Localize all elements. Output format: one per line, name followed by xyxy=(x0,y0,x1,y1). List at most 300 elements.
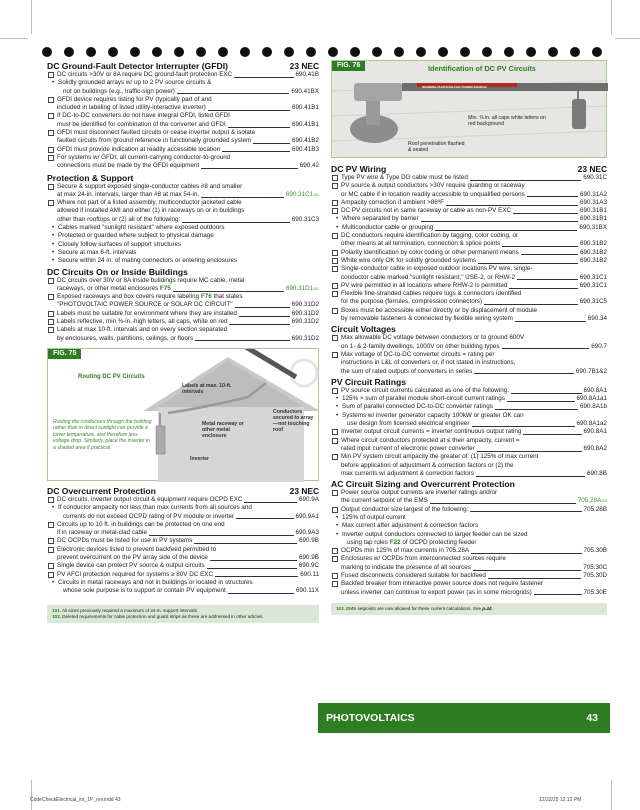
item-text: the current setpoint of the EMS xyxy=(341,497,428,505)
checkbox[interactable] xyxy=(48,547,54,553)
binder-dot xyxy=(262,47,272,57)
checklist-item xyxy=(331,555,607,572)
nec-reference: 690.31B1 xyxy=(580,215,607,223)
item-text: • 125% × sum of parallel module short-circuit current ratings xyxy=(342,395,505,403)
item-text: instructions in L&L of converters or, if not stated in instructions, xyxy=(341,359,516,367)
item-text: unless inverter can continue to export power (as in some microgrids) xyxy=(341,588,532,596)
ratings-list xyxy=(331,387,607,478)
checklist-item xyxy=(47,537,319,545)
item-text: by enclosures, walls, partitions, ceilings, or floors xyxy=(57,334,194,342)
binder-dot xyxy=(108,47,118,57)
checkbox[interactable] xyxy=(332,258,338,264)
checklist-item xyxy=(47,71,319,79)
checklist-item xyxy=(47,310,319,318)
binder-dot-row xyxy=(42,47,602,59)
item-text: max currents w/ adjustment & correction factors xyxy=(341,469,474,477)
nec-reference: 690.41B xyxy=(295,71,319,78)
item-text: or MC cable if in location readily accessible to unqualified persons xyxy=(341,190,525,198)
footnote-number: 101. xyxy=(52,608,61,614)
nec-reference: 690.31D2 xyxy=(291,318,319,326)
callout-raceway: Metal raceway or other metal enclosure xyxy=(202,420,244,439)
nec-reference: 705.30E xyxy=(583,588,607,596)
checklist-item xyxy=(47,318,319,326)
checkbox[interactable] xyxy=(48,327,54,333)
item-text: the sum of rated outputs of converters in series xyxy=(341,367,473,375)
nec-reference: 690.31D2 xyxy=(291,301,319,309)
section-heading-gfdi xyxy=(47,61,319,71)
item-text: Boxes must be accessible either directly or by displacement of module xyxy=(341,306,537,314)
crop-mark xyxy=(0,38,28,39)
nec-reference: 705.28B xyxy=(583,505,607,513)
nec-reference: 690.31B1 xyxy=(580,207,607,215)
checklist-item xyxy=(47,146,319,154)
checkbox[interactable] xyxy=(332,438,338,444)
item-text: use design from licensed electrical engineer xyxy=(347,420,470,428)
bullet-item xyxy=(331,403,607,411)
item-text: on 1- & 2-family dwellings, 1000V on other building types xyxy=(341,342,500,350)
wiring-list xyxy=(331,174,607,323)
nec-reference: 690.31A3 xyxy=(580,198,607,206)
footnote-number: 103. xyxy=(336,605,345,611)
nec-reference: 690.31D2 xyxy=(291,334,319,342)
figure-link-f22[interactable]: F22 xyxy=(389,538,401,546)
nec-reference: 690.7 xyxy=(591,342,607,350)
callout-conductors: Conductors secured to array—not touching roof xyxy=(273,408,314,433)
voltages-list xyxy=(331,334,607,375)
item-text: included in labeling of listed utility-interactive inverter) xyxy=(57,104,206,112)
sun-icon xyxy=(291,360,317,386)
item-text: at max 24-in. intervals, larger than #8 at max 54-in. xyxy=(57,190,200,198)
nec-reference: $690.31D1^{102}$ xyxy=(285,284,319,292)
crop-mark xyxy=(615,38,640,39)
footnote-text: Deleted requirements for cable protection and guard strips as these are addressed in other articles. xyxy=(62,614,264,620)
item-text: GFDI device requires listing for PV (typically part of and xyxy=(57,95,212,103)
nec-reference: $690.31C1^{101}$ xyxy=(285,190,319,198)
checkbox[interactable] xyxy=(48,147,54,153)
bullet-item xyxy=(331,215,607,223)
item-text: • If conductor ampacity not less than max currents from all sources and xyxy=(58,504,252,512)
checklist-item xyxy=(47,326,319,343)
slug-timestamp: 12/22/25 12:12 PM xyxy=(539,797,582,803)
binder-dot xyxy=(42,47,52,57)
checklist-item xyxy=(331,387,607,395)
nec-reference: 690.8B xyxy=(587,469,607,477)
section-title: AC Circuit Sizing and Overcurrent Protection xyxy=(331,479,515,490)
crop-mark xyxy=(31,780,32,810)
junction-box-icon xyxy=(354,83,402,101)
checkbox[interactable] xyxy=(48,319,54,325)
checkbox[interactable] xyxy=(332,335,338,341)
bullet-item xyxy=(331,412,607,429)
section-title: PV Circuit Ratings xyxy=(331,376,406,387)
section-heading-ac xyxy=(331,479,607,489)
callout-letters: Min. ⅜ in. all caps white letters on red background xyxy=(468,115,546,127)
checkbox[interactable] xyxy=(48,72,54,78)
checkbox[interactable] xyxy=(48,130,54,136)
nec-reference: 690.31A2 xyxy=(580,190,607,198)
item-text: Electronic devices listed to prevent backfeed permitted to xyxy=(57,545,217,553)
checklist-item xyxy=(47,277,319,294)
binder-dot xyxy=(592,47,602,57)
checkbox[interactable] xyxy=(332,175,338,181)
item-text: • Circuits in metal raceways and not in buildings or located in structures xyxy=(58,578,253,586)
checkbox[interactable] xyxy=(332,388,338,394)
nec-reference: 690.31D2 xyxy=(291,309,319,317)
figure-76 xyxy=(331,60,607,158)
item-text: Enclosures w/ OCPDs from interconnected sources require xyxy=(341,555,506,563)
checkbox[interactable] xyxy=(48,155,54,161)
nec-reference: 690.9A1 xyxy=(295,512,319,520)
binder-dot xyxy=(130,47,140,57)
item-text: • Multiconductor cable or grouping xyxy=(342,223,434,231)
bullet-item: • Secure within 24 in. of mating connectors or entering enclosures xyxy=(47,257,319,265)
binder-dot xyxy=(504,47,514,57)
binder-dot xyxy=(284,47,294,57)
checklist-item xyxy=(47,496,319,504)
footnote-marker[interactable]: 103 xyxy=(601,499,607,504)
figure-link-f75[interactable]: F75 xyxy=(159,284,171,292)
checkbox[interactable] xyxy=(332,183,338,189)
checklist-item xyxy=(331,580,607,597)
checklist-item xyxy=(47,562,319,570)
nec-reference: 690.31B2 xyxy=(580,248,607,256)
inverter-icon xyxy=(156,426,165,454)
nec-reference: 690.9A xyxy=(299,495,319,503)
callout-labels: Labels at max. 10-ft. intervals xyxy=(182,382,232,395)
item-text: raceways, or other metal enclosures F75 xyxy=(57,284,171,292)
nec-year: 23 NEC xyxy=(289,61,319,71)
nec-reference: 690.41B1 xyxy=(292,104,319,112)
checkbox[interactable] xyxy=(332,352,338,358)
item-text: Flexible fine-stranded cables require lugs & connectors identified xyxy=(341,290,522,298)
nec-year: 23 NEC xyxy=(289,485,319,496)
checklist-item xyxy=(331,547,607,555)
nec-reference: 690.9A3 xyxy=(295,529,319,537)
item-text: PV AFCI protection required for systems ≥ 80V DC EXC xyxy=(57,570,214,578)
bullet-item: • Inverter output conductors connected to larger feeder can be sized xyxy=(331,531,607,539)
item-text: Labels reflective, min ⅜-in.-high letters, all caps, white on red xyxy=(57,318,228,326)
checkbox[interactable] xyxy=(332,581,338,587)
item-text: White wire only OK for solidly grounded systems xyxy=(341,256,477,264)
figure-title: Identification of DC PV Circuits xyxy=(428,64,536,73)
checklist-item xyxy=(331,232,607,249)
protection-list xyxy=(47,183,319,224)
nec-reference: 690.8A1 xyxy=(583,428,607,436)
item-text: DC PV circuits not in same raceway or cable as non-PV EXC xyxy=(341,207,512,215)
bullet-item: • 125% of output current xyxy=(331,514,607,522)
figure-75 xyxy=(47,348,319,481)
nec-reference: 690.31BX xyxy=(579,223,607,231)
item-text: currents do not exceed OCPD rating of PV module or inverter xyxy=(63,512,235,520)
checklist-item xyxy=(47,521,319,538)
item-text: Where circuit conductors protected at ≤ their ampacity, current = xyxy=(341,436,520,444)
figure-link-f76[interactable]: F76 xyxy=(200,293,212,301)
item-text: Labels must be suitable for environment where they are installed xyxy=(57,309,237,317)
checkbox[interactable] xyxy=(332,208,338,214)
item-text: rated input current of electronic power converter xyxy=(341,444,475,452)
bullet-item: • Cables marked "sunlight resistant" where exposed outdoors xyxy=(47,224,319,232)
checklist-item xyxy=(331,489,607,506)
item-text: Max voltage of DC-to-DC converter circuits = rating per xyxy=(341,350,495,358)
checklist-item xyxy=(331,506,607,514)
nec-reference: 690.11X xyxy=(296,587,319,595)
checkbox[interactable] xyxy=(332,200,338,206)
item-text: DC OCPDs must be listed for use in PV systems xyxy=(57,537,193,545)
nec-reference: 690.41B2 xyxy=(292,137,319,145)
section-heading-ocp xyxy=(47,486,319,496)
checklist-item xyxy=(331,207,607,215)
section-banner xyxy=(318,703,610,733)
binder-dot xyxy=(460,47,470,57)
item-text: must be identified for combination of the converter and GFDI xyxy=(57,120,226,128)
section-heading-ratings xyxy=(331,377,607,387)
item-text: "PHOTOVOLTAIC POWER SOURCE or SOLAR DC CIRCUIT" xyxy=(57,301,233,309)
conduit-warning-text: WARNING PHOTOVOLTAIC POWER SOURCE xyxy=(422,85,487,89)
binder-dot xyxy=(306,47,316,57)
nec-reference: 690.8A1a2 xyxy=(576,420,607,428)
checklist-item xyxy=(331,174,607,182)
conduit-illustration xyxy=(332,61,608,159)
checkbox[interactable] xyxy=(48,311,54,317)
page-link[interactable]: p.44 xyxy=(482,605,492,611)
nec-reference: 690.41B3 xyxy=(292,145,319,153)
nec-reference: 690.42 xyxy=(299,162,319,170)
checkbox[interactable] xyxy=(332,291,338,297)
item-text: DC circuits over 30V or 8A inside buildings require MC cable, metal xyxy=(57,276,245,284)
slug-filename: CodeCheckElectrical_int_1P_rev.indd 43 xyxy=(30,797,121,803)
item-text: conductor cable marked "sunlight resistant," USE-2, or RHW-2 xyxy=(341,273,516,281)
item-text: If DC-to-DC converters do not have integral GFDI, listed GFDI xyxy=(57,112,230,120)
item-text: DC circuits >30V or 8A require DC ground-fault protection EXC xyxy=(57,71,233,78)
item-text: DC circuits, inverter output circuit & equipment require OCPD EXC xyxy=(57,495,243,503)
nec-reference: 705.30D xyxy=(583,572,607,580)
checklist-item xyxy=(47,183,319,200)
footnote-number: 102. xyxy=(52,614,61,620)
item-text: PV source & output conductors >30V require guarding or raceway xyxy=(341,182,525,190)
checklist-item xyxy=(331,307,607,324)
callout-inverter: Inverter xyxy=(190,455,210,462)
checkbox[interactable] xyxy=(48,113,54,119)
item-text: For systems w/ GFDI, all current-carrying conductor-to-ground xyxy=(57,153,231,161)
nec-reference: 690.31C5 xyxy=(579,298,607,306)
section-heading-inside-buildings xyxy=(47,267,319,277)
nec-reference: 690.31C1 xyxy=(579,273,607,281)
bullet-item: • Max current after adjustment & correction factors xyxy=(331,522,607,530)
checkbox[interactable] xyxy=(332,573,338,579)
crop-mark xyxy=(611,780,612,810)
item-text: Min PV system circuit ampacity the greater of: (1) 125% of max current xyxy=(341,453,539,461)
checklist-item xyxy=(331,428,607,436)
crop-mark xyxy=(31,0,32,34)
checkbox[interactable] xyxy=(332,548,338,554)
figure-title: Routing DC PV Circuits xyxy=(78,373,145,380)
nec-reference: 690.31B2 xyxy=(580,256,607,264)
footnote-right: 103. EMS setpoints are now allowed for these current calculations. See p.44. xyxy=(331,603,607,615)
binder-dot xyxy=(350,47,360,57)
checkbox[interactable] xyxy=(48,97,54,103)
checkbox[interactable] xyxy=(48,522,54,528)
checkbox[interactable] xyxy=(48,563,54,569)
bullet-item xyxy=(331,395,607,403)
nec-reference: 690.11 xyxy=(300,570,319,578)
right-column xyxy=(331,60,607,615)
item-text: Inverter output circuit currents = inverter continuous output rating xyxy=(341,428,522,436)
checkbox[interactable] xyxy=(332,429,338,435)
checklist-item xyxy=(331,249,607,257)
checkbox[interactable] xyxy=(48,538,54,544)
checkbox[interactable] xyxy=(48,294,54,300)
item-text: by removable fasteners & connected by flexible wiring system xyxy=(341,315,513,323)
item-text: GFDI must provide indication at readily accessible location xyxy=(57,145,221,153)
nec-reference: 690.9B xyxy=(299,553,319,561)
section-title: DC Ground-Fault Detector Interrupter (GFDI) xyxy=(47,61,228,71)
footnotes-left xyxy=(47,605,319,623)
checkbox[interactable] xyxy=(48,278,54,284)
item-text: Secure & support exposed single-conductor cables #8 and smaller xyxy=(57,182,243,190)
checklist-item xyxy=(47,293,319,310)
item-text: Power source output currents are inverter ratings and/or xyxy=(341,489,498,497)
item-text: connections must be made by the GFDI equipment xyxy=(57,162,200,170)
checklist-item xyxy=(47,199,319,224)
section-name: PHOTOVOLTAICS xyxy=(326,712,415,724)
footnote-marker[interactable]: 102 xyxy=(313,286,319,291)
binder-dot xyxy=(372,47,382,57)
nec-year: 23 NEC xyxy=(577,164,607,174)
bullet-item xyxy=(47,79,319,96)
nec-reference: 690.8A1b xyxy=(580,403,607,411)
item-text: other than rooftops or (2) all of the following: xyxy=(57,215,181,223)
nec-reference: 690.31C3 xyxy=(291,215,319,223)
item-text: prevent overcurrent on the PV array side of the device xyxy=(57,553,208,561)
checkbox[interactable] xyxy=(48,184,54,190)
binder-dot xyxy=(416,47,426,57)
checklist-item xyxy=(331,453,607,478)
checklist-item xyxy=(331,334,607,351)
item-text: PV source circuit currents calculated as one of the following: xyxy=(341,386,510,394)
item-text: not on buildings (e.g., traffic-sign power) xyxy=(63,87,175,95)
binder-dot xyxy=(196,47,206,57)
binder-dot xyxy=(394,47,404,57)
ocp-list xyxy=(47,496,319,596)
checkbox[interactable] xyxy=(332,308,338,314)
checklist-item xyxy=(47,154,319,171)
nec-reference: 690.31C1 xyxy=(579,281,607,289)
section-heading-voltages xyxy=(331,324,607,334)
nec-reference: 690.31C xyxy=(583,174,607,181)
bullet-item: • Secure at max 6-ft. intervals xyxy=(47,249,319,257)
nec-reference: 690.41BX xyxy=(291,87,319,95)
item-text: if in raceway or metal-clad cable xyxy=(57,529,147,537)
checklist-item xyxy=(47,546,319,563)
checkbox[interactable] xyxy=(48,200,54,206)
checklist-item xyxy=(47,96,319,113)
item-text: DC conductors require identification by tagging, color coding, or xyxy=(341,232,519,240)
checklist-item xyxy=(331,290,607,307)
checklist-item xyxy=(331,199,607,207)
item-text: OCPDs min 125% of max currents in 705.28A xyxy=(341,547,470,555)
item-text: Output conductor size largest of the following: xyxy=(341,505,469,513)
item-text: Where not part of a listed assembly, multiconductor jacketed cable xyxy=(57,199,242,207)
figure-tag: FIG. 75 xyxy=(48,349,81,359)
item-text: Max allowable DC voltage between conductors or to ground 600V xyxy=(341,334,525,342)
item-text: PV wire permitted in all locations where RHW-2 is permitted xyxy=(341,281,508,289)
section-title: Circuit Voltages xyxy=(331,324,396,335)
checklist-item xyxy=(331,437,607,454)
binder-dot xyxy=(328,47,338,57)
item-text: for the purpose (ferrules, compression connectors) xyxy=(341,298,483,306)
page-number: 43 xyxy=(586,712,598,724)
binder-dot xyxy=(64,47,74,57)
section-heading-wiring xyxy=(331,164,607,174)
checkbox[interactable] xyxy=(332,250,338,256)
bullet-item xyxy=(47,579,319,596)
binder-dot xyxy=(152,47,162,57)
nec-reference: 690.8A1 xyxy=(583,386,607,394)
checkbox[interactable] xyxy=(332,266,338,272)
item-text: • Sum of parallel connected DC-to-DC converter ratings xyxy=(342,403,493,411)
checkbox[interactable] xyxy=(332,233,338,239)
nec-reference: 690.31B2 xyxy=(580,240,607,248)
nec-reference: 690.7B1&2 xyxy=(575,367,607,375)
checkbox[interactable] xyxy=(48,497,54,503)
checkbox[interactable] xyxy=(332,454,338,460)
item-text: other means at all termination, connection & splice points xyxy=(341,240,501,248)
checklist-item xyxy=(331,282,607,290)
checklist-item xyxy=(331,265,607,282)
checkbox[interactable] xyxy=(332,283,338,289)
checklist-item xyxy=(331,182,607,199)
section-title: DC Circuits On or Inside Buildings xyxy=(47,266,188,277)
footnote-marker[interactable]: 101 xyxy=(313,192,319,197)
checklist-item xyxy=(47,129,319,146)
item-text: • Systems w/ inverter generator capacity 100kW or greater OK can xyxy=(342,411,524,419)
item-text: Circuits up to 10 ft. in buildings can be protected on one end xyxy=(57,520,225,528)
nec-reference: 690.34 xyxy=(587,315,607,323)
bullet-item xyxy=(47,504,319,521)
nec-reference: 690.9B xyxy=(299,537,319,545)
item-text: Labels at max 10-ft. intervals and on every section separated xyxy=(57,326,228,334)
footnote-text: All sizes previously required a maximum of 24-in. support intervals. xyxy=(61,608,199,614)
binder-dot xyxy=(482,47,492,57)
nec-reference: $705.28A^{103}$ xyxy=(577,497,607,505)
rail-support xyxy=(572,99,586,129)
nec-reference: 690.9C xyxy=(298,562,319,570)
item-text: marking to indicate the presence of all sources xyxy=(341,563,471,571)
section-title: DC Overcurrent Protection xyxy=(47,485,156,496)
binder-dot xyxy=(240,47,250,57)
bullet-item xyxy=(331,224,607,232)
checklist-item xyxy=(331,351,607,376)
checkbox[interactable] xyxy=(332,556,338,562)
figure-caption: Routing the conductors through the building rather than in direct sunlight can provide a lower temperature, and therefore less voltage drop. Similarly, place the inverter in a shaded area if practical. xyxy=(53,418,152,451)
bullet-item: • Closely follow surfaces of support structures xyxy=(47,241,319,249)
binder-dot xyxy=(218,47,228,57)
binder-dot xyxy=(548,47,558,57)
checklist-item xyxy=(47,112,319,129)
nec-reference: 690.8A1a1 xyxy=(576,395,607,403)
binder-dot xyxy=(570,47,580,57)
crop-mark xyxy=(611,0,612,34)
item-text: Single-conductor cable in exposed outdoor locations PV wire, single- xyxy=(341,265,533,273)
item-text: GFDI must disconnect faulted circuits or cease inverter output & isolate xyxy=(57,129,256,137)
checkbox[interactable] xyxy=(332,507,338,513)
checkbox[interactable] xyxy=(332,490,338,496)
footnote-text: EMS setpoints are now allowed for these current calculations. See xyxy=(346,605,483,611)
item-text: Backfed breaker from interactive power source does not require fastener xyxy=(341,580,543,588)
checklist-item xyxy=(331,572,607,580)
checkbox[interactable] xyxy=(48,572,54,578)
item-text: before application of adjustment & correction factors or (2) the xyxy=(341,461,514,469)
